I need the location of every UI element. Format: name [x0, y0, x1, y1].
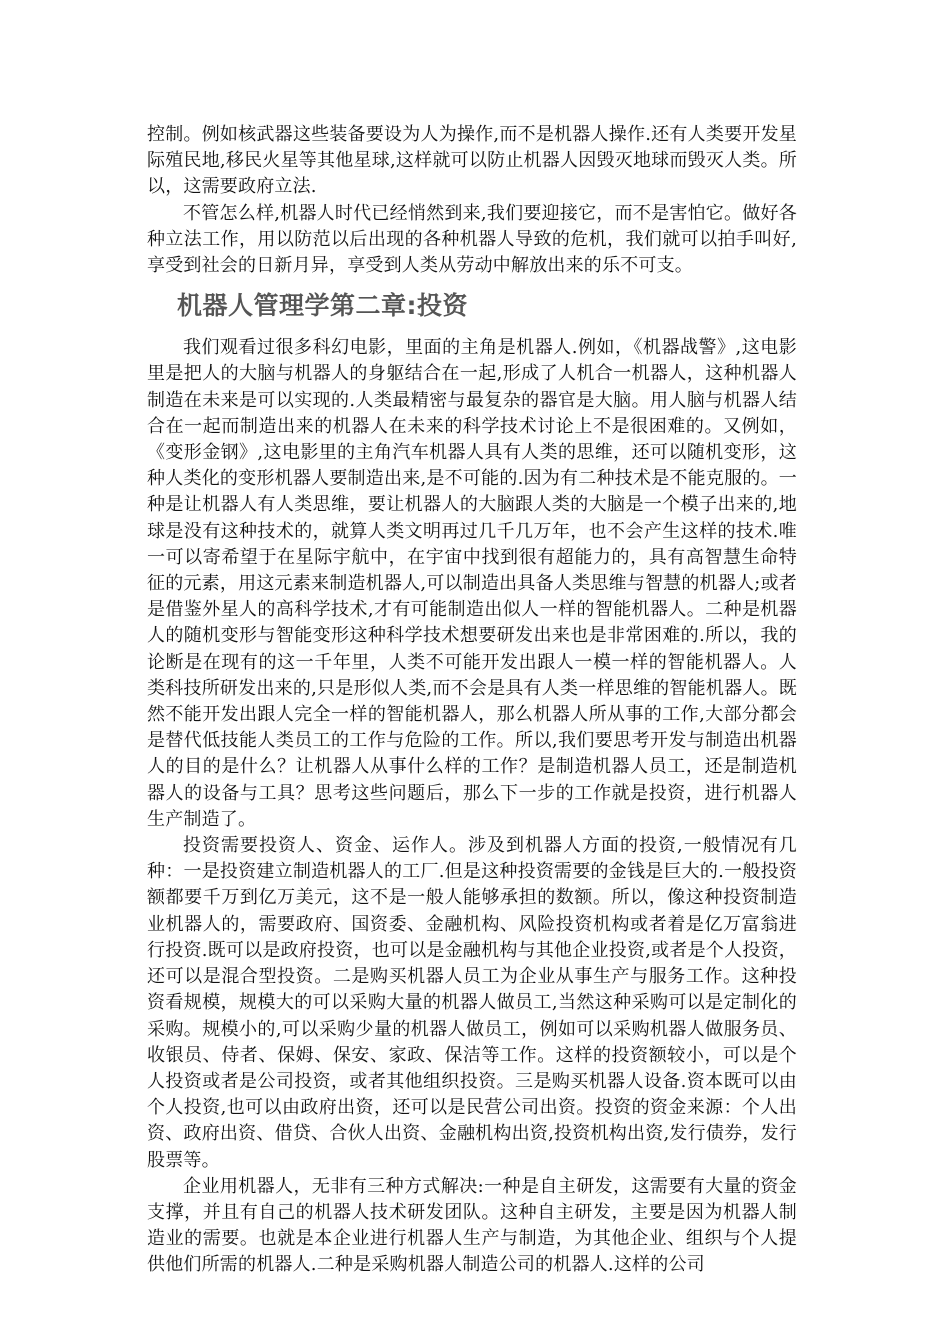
continued-paragraph: 控制。例如核武器这些装备要设为人为操作,而不是机器人操作.还有人类要开发星际殖民地,移民火星等其他星球,这样就可以防止机器人因毁灭地球而毁灭人类。所以，这需要政府立法. [147, 124, 797, 198]
body-paragraph-2: 投资需要投资人、资金、运作人。涉及到机器人方面的投资,一般情况有几种：一是投资建立制造机器人的工厂.但是这种投资需要的金钱是巨大的.一般投资额都要千万到亿万美元，这不是一般人能够承担的数额。所以，像这种投资制造业机器人的，需要政府、国资委、金融机构、风险投资机构或者着是亿万富翁进行投资.既可以是政府投资，也可以是金融机构与其他企业投资,或者是个人投资，还可以是混合型投资。二是购买机器人员工为企业从事生产与服务工作。这种投资看规模，规模大的可以采购大量的机器人做员工,当然这种采购可以是定制化的采购。规模小的,可以采购少量的机器人做员工，例如可以采购机器人做服务员、收银员、侍者、保姆、保安、家政、保洁等工作。这样的投资额较小，可以是个人投资或者是公司投资，或者其他组织投资。三是购买机器人设备.资本既可以由个人投资,也可以由政府出资，还可以是民营公司出资。投资的资金来源：个人出资、政府出资、借贷、合伙人出资、金融机构出资,投资机构出资,发行债券，发行股票等。 [147, 835, 797, 1171]
chapter-heading: 机器人管理学第二章:投资 [177, 291, 468, 321]
body-paragraph-3: 企业用机器人，无非有三种方式解决:一种是自主研发，这需要有大量的资金支撑，并且有自己的机器人技术研发团队。这种自主研发，主要是因为机器人制造业的需要。也就是本企业进行机器人生产与制造，为其他企业、组织与个人提供他们所需的机器人.二种是采购机器人制造公司的机器人.这样的公司 [147, 1175, 797, 1276]
document-body [147, 122, 797, 1279]
body-paragraph-1: 我们观看过很多科幻电影，里面的主角是机器人.例如，《机器战警》,这电影里是把人的大脑与机器人的身躯结合在一起,形成了人机合一机器人，这种机器人制造在未来是可以实现的.人类最精密与最复杂的器官是大脑。用人脑与机器人结合在一起而制造出来的机器人在未来的科学技术讨论上不是很困难的。又例如，《变形金钢》,这电影里的主角汽车机器人具有人类的思维，还可以随机变形，这种人类化的变形机器人要制造出来,是不可能的.因为有二种技术是不能克服的。一种是让机器人有人类思维，要让机器人的大脑跟人类的大脑是一个模子出来的,地球是没有这种技术的，就算人类文明再过几千几万年，也不会产生这样的技术.唯一可以寄希望于在星际宇航中，在宇宙中找到很有超能力的，具有高智慧生命特征的元素，用这元素来制造机器人,可以制造出具备人类思维与智慧的机器人;或者是借鉴外星人的高科学技术,才有可能制造出似人一样的智能机器人。二种是机器人的随机变形与智能变形这种科学技术想要研发出来也是非常困难的.所以，我的论断是在现有的这一千年里，人类不可能开发出跟人一模一样的智能机器人。人类科技所研发出来的,只是形似人类,而不会是具有人类一样思维的智能机器人。既然不能开发出跟人完全一样的智能机器人，那么机器人所从事的工作,大部分都会是替代低技能人类员工的工作与危险的工作。所以,我们要思考开发与制造出机器人的目的是什么？让机器人从事什么样的工作？是制造机器人员工，还是制造机器人的设备与工具？思考这些问题后，那么下一步的工作就是投资，进行机器人生产制造了。 [147, 337, 797, 830]
closing-paragraph: 不管怎么样,机器人时代已经悄然到来,我们要迎接它，而不是害怕它。做好各种立法工作，用以防范以后出现的各种机器人导致的危机，我们就可以拍手叫好,享受到社会的日新月异，享受到人类从劳动中解放出来的乐不可支。 [147, 202, 797, 277]
